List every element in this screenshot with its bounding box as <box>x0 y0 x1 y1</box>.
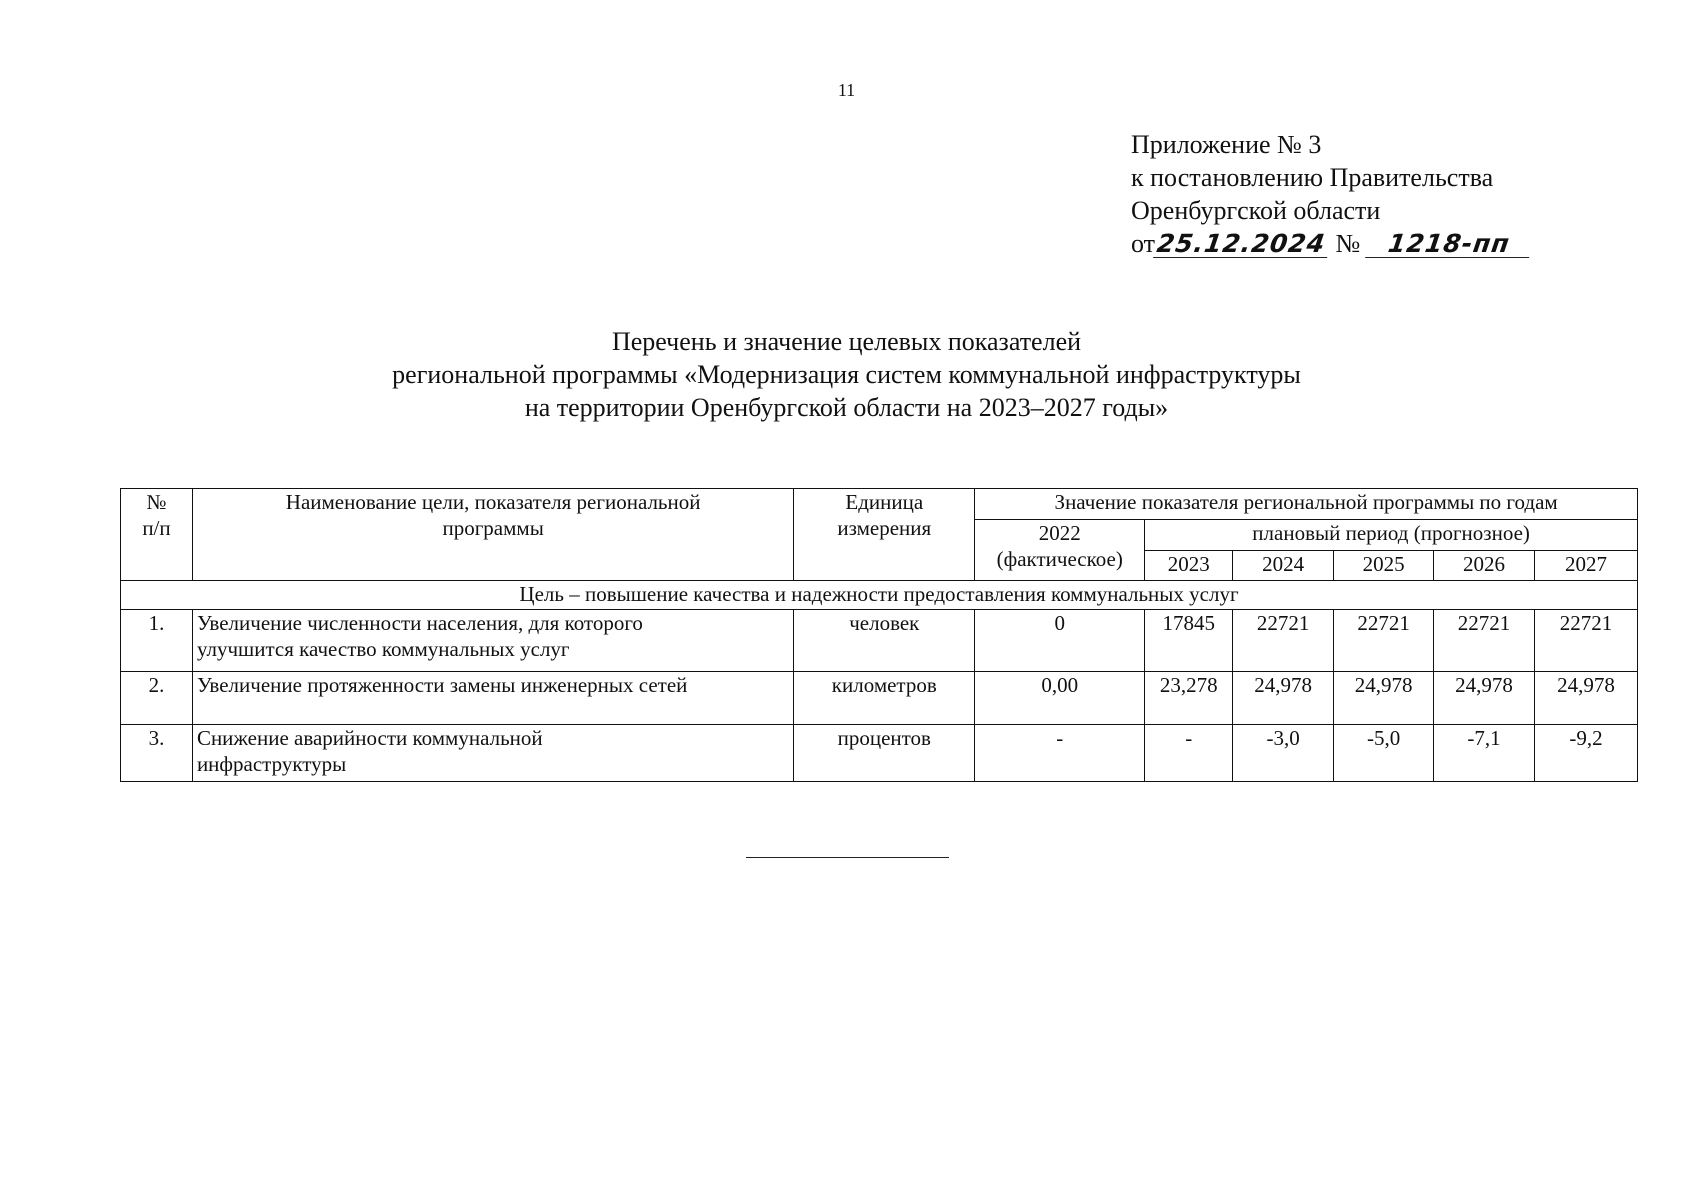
row-name <box>192 725 793 782</box>
indicators-table <box>120 488 1638 782</box>
row-name-line1: Увеличение численности населения, для которого <box>196 611 643 635</box>
header-year: 2023 <box>1145 551 1233 581</box>
appendix-date-line <box>1131 227 1531 260</box>
header-unit <box>794 489 975 581</box>
row-name <box>192 610 793 672</box>
goal-row <box>121 581 1638 610</box>
header-year: 2026 <box>1434 551 1535 581</box>
row-actual: 0 <box>975 610 1145 672</box>
appendix-line1: Приложение № 3 <box>1131 130 1322 159</box>
number-label: № <box>1335 229 1361 258</box>
appendix-line3: Оренбургской области <box>1131 196 1381 225</box>
row-value: 24,978 <box>1233 672 1334 725</box>
header-unit-line1: Единица <box>845 490 924 514</box>
row-name-line1: Увеличение протяженности замены инженерных сетей <box>196 673 688 697</box>
appendix-line2: к постановлению Правительства <box>1131 163 1494 192</box>
header-actual-label: (фактическое) <box>996 547 1123 571</box>
title-line1: Перечень и значение целевых показателей <box>611 327 1082 356</box>
header-plan-period: плановый период (прогнозное) <box>1145 520 1638 551</box>
row-value: 17845 <box>1145 610 1233 672</box>
header-values-group: Значение показателя региональной программы по годам <box>975 489 1638 520</box>
header-name-line2: программы <box>442 516 544 540</box>
row-value: 22721 <box>1434 610 1535 672</box>
row-name-line2: улучшится качество коммунальных услуг <box>196 637 570 661</box>
title-line2: региональной программы «Модернизация систем коммунальной инфраструктуры <box>392 360 1301 389</box>
row-value: 22721 <box>1535 610 1638 672</box>
header-num <box>121 489 193 581</box>
row-unit: процентов <box>794 725 975 782</box>
header-year: 2024 <box>1233 551 1334 581</box>
end-rule <box>746 857 949 858</box>
header-num-line2: п/п <box>142 516 171 540</box>
row-value: -5,0 <box>1334 725 1434 782</box>
header-name-line1: Наименование цели, показателя региональной <box>285 490 701 514</box>
table-row <box>121 610 1638 672</box>
page-number: 11 <box>837 80 856 100</box>
row-value: - <box>1145 725 1233 782</box>
row-value: -9,2 <box>1535 725 1638 782</box>
header-year: 2027 <box>1535 551 1638 581</box>
row-value: 23,278 <box>1145 672 1233 725</box>
title-line3: на территории Оренбургской области на 2023–2027 годы» <box>524 393 1169 422</box>
header-actual <box>975 520 1145 581</box>
row-num: 2. <box>121 672 193 725</box>
row-value: -3,0 <box>1233 725 1334 782</box>
goal-text: Цель – повышение качества и надежности предоставления коммунальных услуг <box>121 581 1638 610</box>
row-actual: - <box>975 725 1145 782</box>
row-unit: человек <box>794 610 975 672</box>
row-name-line1: Снижение аварийности коммунальной <box>196 726 543 750</box>
row-value: 22721 <box>1334 610 1434 672</box>
header-num-line1: № <box>146 490 167 514</box>
handwritten-number: 1218-пп <box>1365 231 1533 258</box>
header-unit-line2: измерения <box>837 516 932 540</box>
row-value: 22721 <box>1233 610 1334 672</box>
row-actual: 0,00 <box>975 672 1145 725</box>
table-row <box>121 725 1638 782</box>
row-name-line2: инфраструктуры <box>196 752 347 776</box>
row-value: 24,978 <box>1434 672 1535 725</box>
header-year: 2025 <box>1334 551 1434 581</box>
row-unit: километров <box>794 672 975 725</box>
appendix-block <box>1131 128 1531 260</box>
row-value: 24,978 <box>1535 672 1638 725</box>
row-value: -7,1 <box>1434 725 1535 782</box>
table-row <box>121 672 1638 725</box>
row-value: 24,978 <box>1334 672 1434 725</box>
from-label: от <box>1131 229 1156 258</box>
row-num: 3. <box>121 725 193 782</box>
header-name <box>192 489 793 581</box>
row-name <box>192 672 793 725</box>
row-num: 1. <box>121 610 193 672</box>
header-actual-year: 2022 <box>1038 521 1081 545</box>
document-title <box>0 325 1693 424</box>
handwritten-date: 25.12.2024 <box>1153 231 1331 258</box>
